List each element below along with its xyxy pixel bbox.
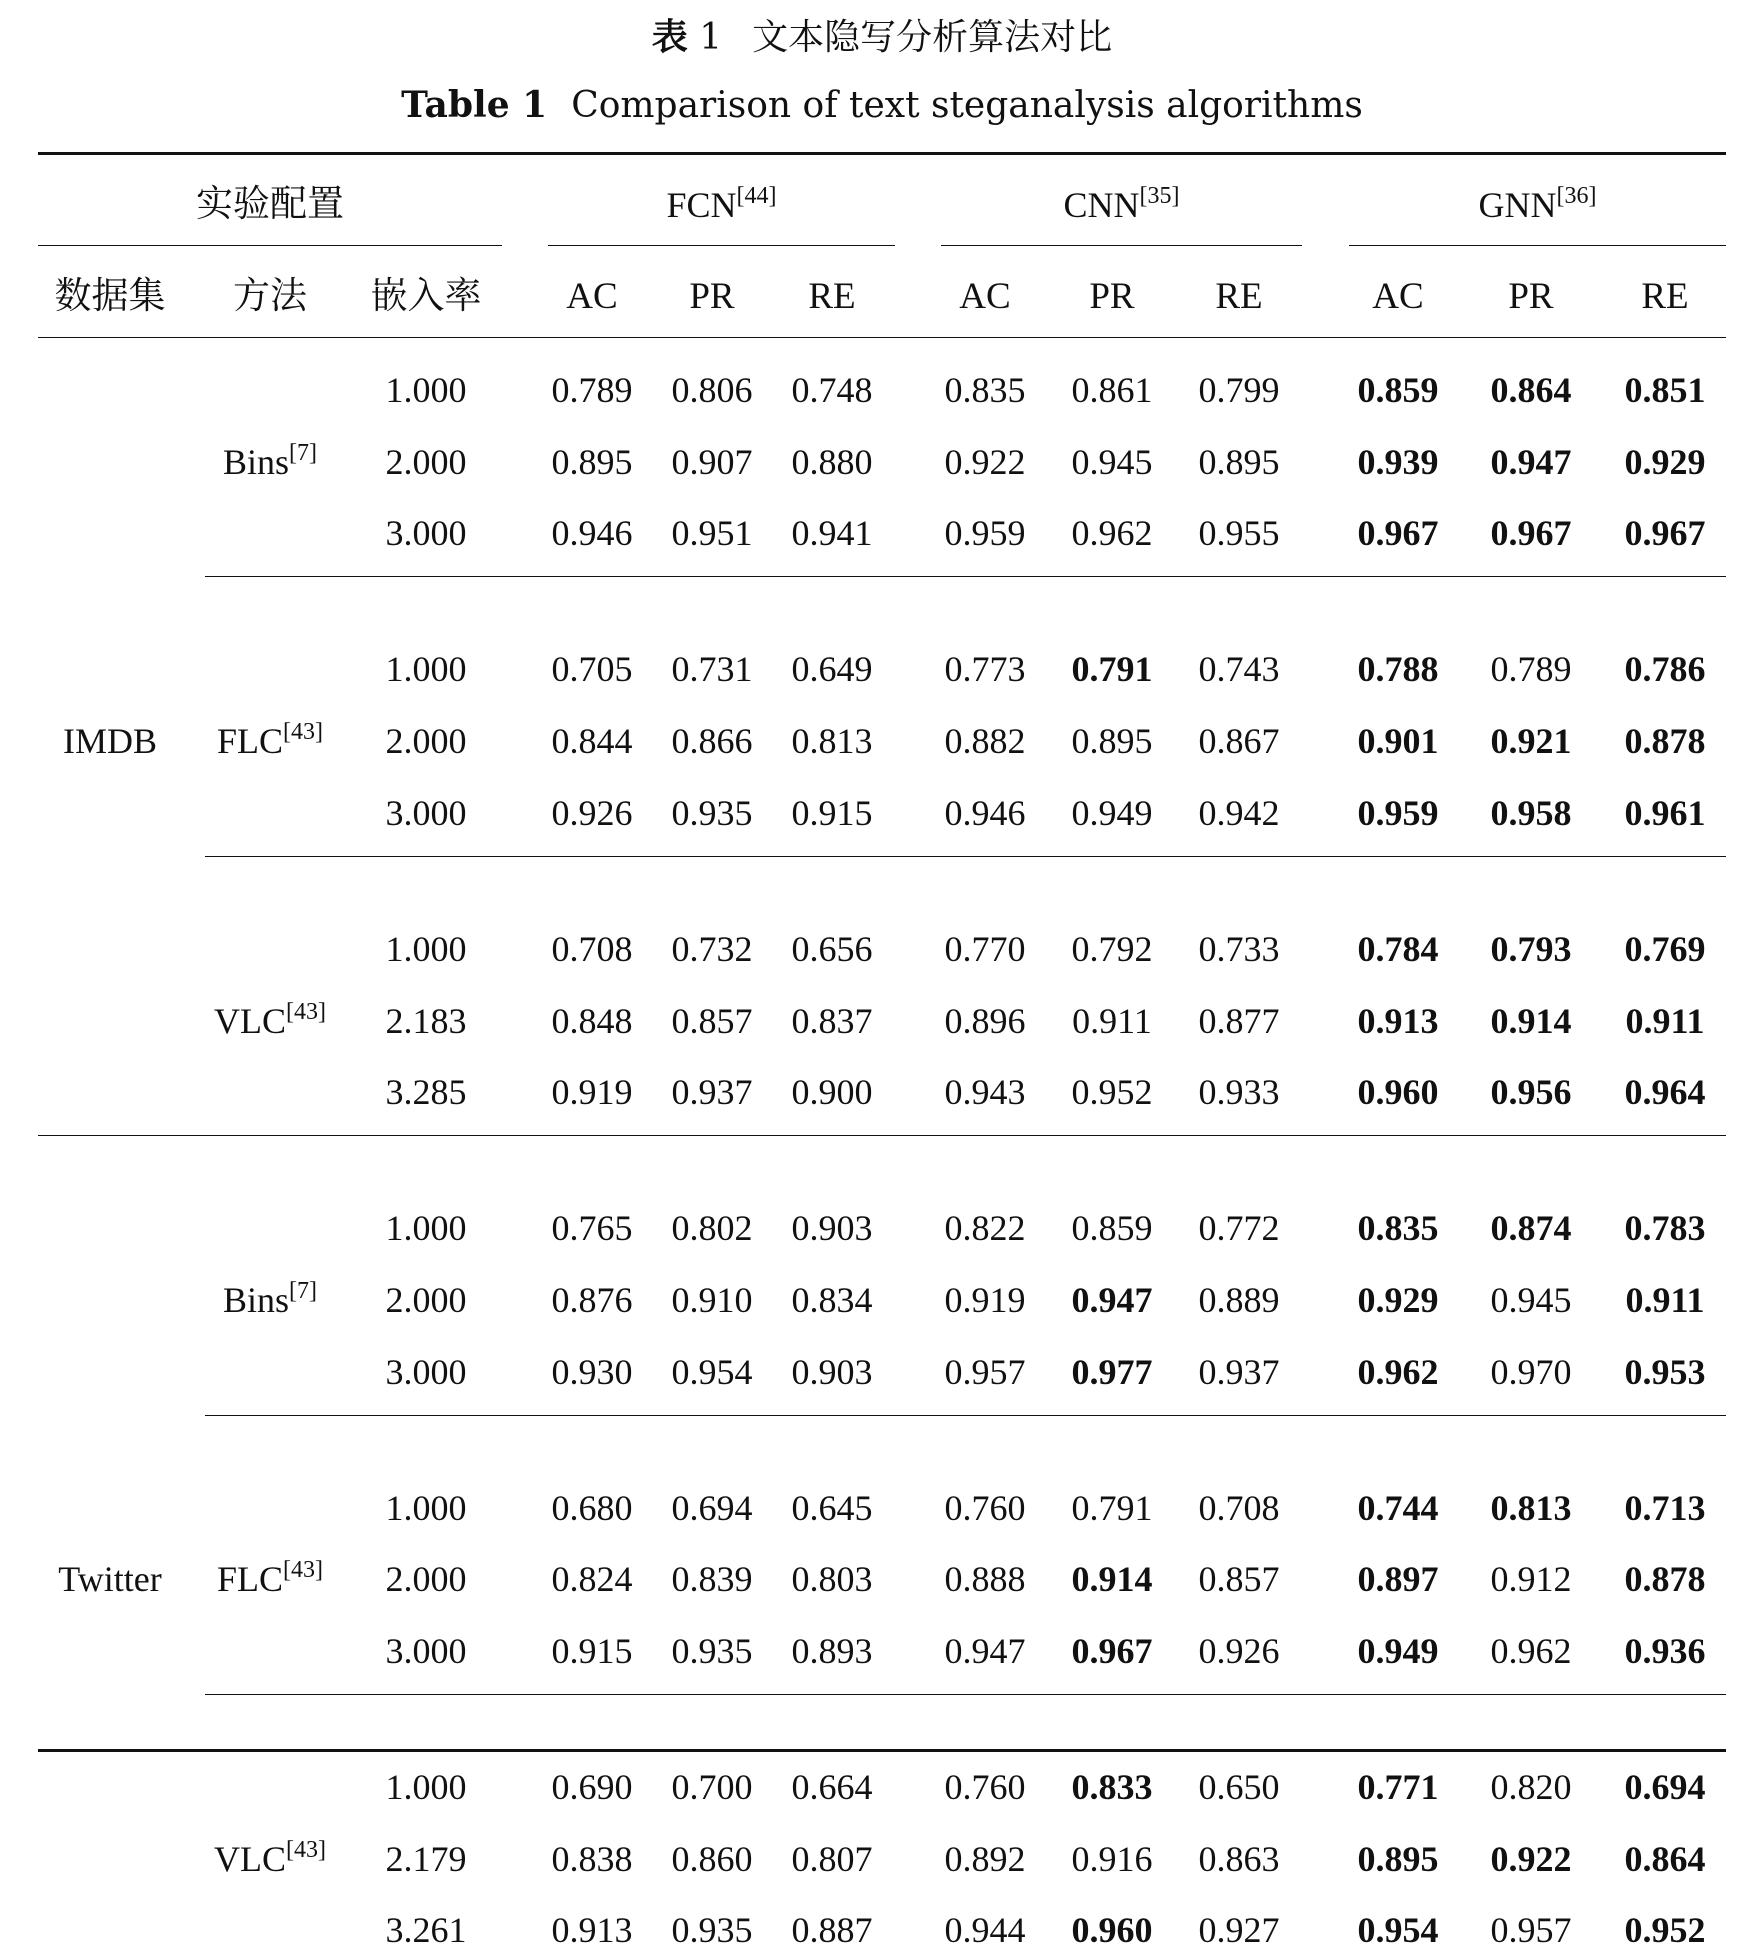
caption-cn-number: 1 [699,17,723,58]
header-config-group: 实验配置 [196,184,344,225]
value-cell: 0.955 [1198,513,1280,554]
method-vlc-label: VLC [214,1838,286,1879]
value-cell: 0.770 [944,928,1026,969]
value-cell: 0.895 [551,441,633,482]
value-cell: 0.813 [1490,1487,1572,1528]
method-vlc [140,998,400,1041]
method-separator [205,576,1726,577]
value-cell: 0.772 [1198,1208,1280,1249]
method-bins [140,1277,400,1320]
cmidrule-model-0 [548,245,895,246]
value-cell: 0.903 [791,1208,873,1249]
value-cell: 0.792 [1071,928,1153,969]
value-cell: 0.895 [1071,721,1153,762]
value-cell: 0.833 [1071,1767,1153,1807]
method-separator [205,856,1726,857]
value-cell: 0.929 [1357,1279,1439,1320]
value-cell: 0.645 [791,1487,873,1528]
value-cell: 0.960 [1357,1072,1439,1113]
value-cell: 0.913 [1357,1000,1439,1041]
value-cell: 0.748 [791,370,873,410]
value-cell: 0.935 [671,792,753,833]
header-metric: RE [1215,276,1263,317]
value-cell: 0.893 [791,1631,873,1671]
value-cell: 0.705 [551,649,633,690]
value-cell: 0.860 [671,1838,753,1879]
value-cell: 0.943 [944,1072,1026,1113]
value-cell: 0.788 [1357,649,1439,690]
value-cell: 0.889 [1198,1279,1280,1320]
value-cell: 0.789 [1490,649,1572,690]
value-cell: 0.839 [671,1559,753,1600]
value-cell: 0.649 [791,649,873,690]
value-cell: 0.867 [1198,721,1280,762]
method-vlc-ref: [43] [286,1836,326,1863]
value-cell: 0.935 [671,1631,753,1671]
value-cell: 0.901 [1357,721,1439,762]
value-cell: 0.911 [1072,1000,1152,1041]
value-cell: 0.914 [1071,1559,1153,1600]
value-cell: 0.773 [944,649,1026,690]
value-cell: 0.874 [1490,1208,1572,1249]
header-model-fcn-label: FCN [666,185,737,225]
value-cell: 0.882 [944,721,1026,762]
value-cell: 0.783 [1624,1208,1706,1249]
value-cell: 0.760 [944,1767,1026,1807]
value-cell: 0.650 [1198,1767,1280,1807]
value-cell: 0.732 [671,928,753,969]
value-cell: 0.953 [1624,1351,1706,1392]
dataset-separator [38,1135,1726,1136]
value-cell: 0.807 [791,1838,873,1879]
value-cell: 0.887 [791,1910,873,1950]
value-cell: 0.806 [671,370,753,410]
value-cell: 0.926 [551,792,633,833]
value-cell: 0.859 [1071,1208,1153,1249]
header-method: 方法 [233,276,307,317]
value-cell: 0.957 [944,1351,1026,1392]
value-cell: 0.964 [1624,1072,1706,1113]
value-cell: 0.961 [1624,792,1706,833]
header-model-cnn [992,185,1252,225]
header-rate: 嵌入率 [370,276,482,317]
value-cell: 0.803 [791,1559,873,1600]
value-cell: 0.949 [1071,792,1153,833]
value-cell: 0.896 [944,1000,1026,1041]
value-cell: 0.967 [1357,513,1439,554]
value-cell: 0.946 [944,792,1026,833]
value-cell: 0.820 [1490,1767,1572,1807]
value-cell: 0.954 [671,1351,753,1392]
value-cell: 0.680 [551,1487,633,1528]
value-cell: 0.915 [551,1631,633,1671]
embedding-rate-cell: 1.000 [385,1767,467,1807]
value-cell: 0.888 [944,1559,1026,1600]
value-cell: 0.822 [944,1208,1026,1249]
value-cell: 0.708 [1198,1487,1280,1528]
embedding-rate-cell: 2.000 [385,721,467,762]
embedding-rate-cell: 1.000 [385,1487,467,1528]
value-cell: 0.970 [1490,1351,1572,1392]
value-cell: 0.838 [551,1838,633,1879]
value-cell: 0.919 [551,1072,633,1113]
value-cell: 0.914 [1490,1000,1572,1041]
value-cell: 0.760 [944,1487,1026,1528]
value-cell: 0.878 [1624,1559,1706,1600]
caption-en-title: Comparison of text steganalysis algorithms [571,85,1363,126]
method-flc-ref: [43] [283,719,323,746]
header-metric: RE [808,276,856,317]
value-cell: 0.960 [1071,1910,1153,1950]
header-metric: PR [1089,276,1135,317]
value-cell: 0.857 [671,1000,753,1041]
method-bins-ref: [7] [289,1277,317,1304]
value-cell: 0.954 [1357,1910,1439,1950]
value-cell: 0.911 [1625,1279,1705,1320]
embedding-rate-cell: 1.000 [385,370,467,410]
embedding-rate-cell: 2.183 [385,1000,467,1041]
header-model-gnn-label: GNN [1478,185,1557,225]
value-cell: 0.656 [791,928,873,969]
header-model-gnn-ref: [36] [1556,183,1597,209]
value-cell: 0.962 [1490,1631,1572,1671]
method-vlc-ref: [43] [286,998,326,1025]
value-cell: 0.935 [671,1910,753,1950]
method-vlc [140,1836,400,1879]
value-cell: 0.947 [944,1631,1026,1671]
value-cell: 0.851 [1624,370,1706,410]
value-cell: 0.791 [1071,1487,1153,1528]
value-cell: 0.947 [1071,1279,1153,1320]
value-cell: 0.962 [1357,1351,1439,1392]
value-cell: 0.952 [1624,1910,1706,1950]
embedding-rate-cell: 3.000 [385,792,467,833]
value-cell: 0.977 [1071,1351,1153,1392]
value-cell: 0.771 [1357,1767,1439,1807]
value-cell: 0.878 [1624,721,1706,762]
value-cell: 0.921 [1490,721,1572,762]
value-cell: 0.859 [1357,370,1439,410]
value-cell: 0.863 [1198,1838,1280,1879]
header-model-fcn [592,185,852,225]
caption-english [0,80,1764,131]
value-cell: 0.937 [671,1072,753,1113]
value-cell: 0.967 [1624,513,1706,554]
value-cell: 0.952 [1071,1072,1153,1113]
value-cell: 0.912 [1490,1559,1572,1600]
header-metric: AC [566,276,618,317]
value-cell: 0.866 [671,721,753,762]
value-cell: 0.731 [671,649,753,690]
value-cell: 0.799 [1198,370,1280,410]
value-cell: 0.848 [551,1000,633,1041]
header-metric: AC [959,276,1011,317]
method-vlc-label: VLC [214,1000,286,1041]
method-flc-label: FLC [216,721,284,762]
value-cell: 0.939 [1357,441,1439,482]
value-cell: 0.791 [1071,649,1153,690]
value-cell: 0.877 [1198,1000,1280,1041]
embedding-rate-cell: 3.000 [385,1631,467,1671]
value-cell: 0.947 [1490,441,1572,482]
caption-cn-label: 表 [651,16,688,58]
value-cell: 0.694 [671,1487,753,1528]
embedding-rate-cell: 3.000 [385,1351,467,1392]
method-bins-label: Bins [222,441,290,482]
value-cell: 0.919 [944,1279,1026,1320]
cmidrule-config [38,245,502,246]
value-cell: 0.945 [1490,1279,1572,1320]
value-cell: 0.864 [1490,370,1572,410]
cmidrule-model-1 [941,245,1302,246]
value-cell: 0.927 [1198,1910,1280,1950]
value-cell: 0.913 [551,1910,633,1950]
value-cell: 0.937 [1198,1351,1280,1392]
value-cell: 0.733 [1198,928,1280,969]
value-cell: 0.837 [791,1000,873,1041]
value-cell: 0.834 [791,1279,873,1320]
value-cell: 0.930 [551,1351,633,1392]
value-cell: 0.922 [944,441,1026,482]
value-cell: 0.813 [791,721,873,762]
value-cell: 0.945 [1071,441,1153,482]
bottom-rule [38,1749,1726,1752]
value-cell: 0.876 [551,1279,633,1320]
method-flc-label: FLC [216,1559,284,1600]
value-cell: 0.786 [1624,649,1706,690]
value-cell: 0.664 [791,1767,873,1807]
value-cell: 0.802 [671,1208,753,1249]
value-cell: 0.789 [551,370,633,410]
value-cell: 0.967 [1490,513,1572,554]
value-cell: 0.700 [671,1767,753,1807]
value-cell: 0.765 [551,1208,633,1249]
embedding-rate-cell: 2.179 [385,1838,467,1879]
embedding-rate-cell: 2.000 [385,441,467,482]
method-bins-ref: [7] [289,439,317,466]
value-cell: 0.895 [1357,1838,1439,1879]
value-cell: 0.694 [1624,1767,1706,1807]
value-cell: 0.743 [1198,649,1280,690]
header-model-gnn [1408,185,1668,225]
value-cell: 0.864 [1624,1838,1706,1879]
value-cell: 0.941 [791,513,873,554]
top-rule [38,152,1726,155]
caption-en-label: Table 1 [401,84,548,126]
header-model-cnn-label: CNN [1063,185,1140,225]
value-cell: 0.949 [1357,1631,1439,1671]
embedding-rate-cell: 3.261 [385,1910,467,1950]
embedding-rate-cell: 1.000 [385,928,467,969]
value-cell: 0.897 [1357,1559,1439,1600]
value-cell: 0.958 [1490,792,1572,833]
embedding-rate-cell: 1.000 [385,1208,467,1249]
value-cell: 0.916 [1071,1838,1153,1879]
value-cell: 0.922 [1490,1838,1572,1879]
dataset-imdb: IMDB [62,721,157,762]
method-separator [205,1694,1726,1695]
value-cell: 0.929 [1624,441,1706,482]
value-cell: 0.824 [551,1559,633,1600]
header-model-fcn-ref: [44] [736,183,777,209]
caption-chinese [0,12,1764,63]
header-rule [38,337,1726,338]
embedding-rate-cell: 2.000 [385,1559,467,1600]
value-cell: 0.835 [944,370,1026,410]
value-cell: 0.769 [1624,928,1706,969]
header-dataset: 数据集 [54,276,166,317]
value-cell: 0.942 [1198,792,1280,833]
value-cell: 0.910 [671,1279,753,1320]
value-cell: 0.944 [944,1910,1026,1950]
embedding-rate-cell: 2.000 [385,1279,467,1320]
value-cell: 0.926 [1198,1631,1280,1671]
value-cell: 0.880 [791,441,873,482]
value-cell: 0.936 [1624,1631,1706,1671]
cmidrule-model-2 [1349,245,1726,246]
embedding-rate-cell: 3.000 [385,513,467,554]
value-cell: 0.959 [944,513,1026,554]
caption-cn-title: 文本隐写分析算法对比 [752,17,1113,58]
value-cell: 0.690 [551,1767,633,1807]
value-cell: 0.793 [1490,928,1572,969]
header-metric: RE [1641,276,1689,317]
value-cell: 0.946 [551,513,633,554]
header-metric: PR [689,276,735,317]
method-flc-ref: [43] [283,1557,323,1584]
value-cell: 0.744 [1357,1487,1439,1528]
header-model-cnn-ref: [35] [1139,183,1180,209]
value-cell: 0.933 [1198,1072,1280,1113]
method-separator [205,1415,1726,1416]
value-cell: 0.895 [1198,441,1280,482]
header-metric: PR [1508,276,1554,317]
embedding-rate-cell: 1.000 [385,649,467,690]
value-cell: 0.835 [1357,1208,1439,1249]
value-cell: 0.844 [551,721,633,762]
value-cell: 0.903 [791,1351,873,1392]
value-cell: 0.951 [671,513,753,554]
value-cell: 0.784 [1357,928,1439,969]
value-cell: 0.959 [1357,792,1439,833]
value-cell: 0.915 [791,792,873,833]
method-bins [140,439,400,482]
value-cell: 0.857 [1198,1559,1280,1600]
value-cell: 0.708 [551,928,633,969]
value-cell: 0.907 [671,441,753,482]
method-bins-label: Bins [222,1279,290,1320]
value-cell: 0.900 [791,1072,873,1113]
value-cell: 0.713 [1624,1487,1706,1528]
value-cell: 0.861 [1071,370,1153,410]
value-cell: 0.892 [944,1838,1026,1879]
header-metric: AC [1372,276,1424,317]
value-cell: 0.911 [1625,1000,1705,1041]
embedding-rate-cell: 3.285 [385,1072,467,1113]
value-cell: 0.956 [1490,1072,1572,1113]
value-cell: 0.957 [1490,1910,1572,1950]
value-cell: 0.967 [1071,1631,1153,1671]
value-cell: 0.962 [1071,513,1153,554]
dataset-twitter: Twitter [58,1559,162,1600]
